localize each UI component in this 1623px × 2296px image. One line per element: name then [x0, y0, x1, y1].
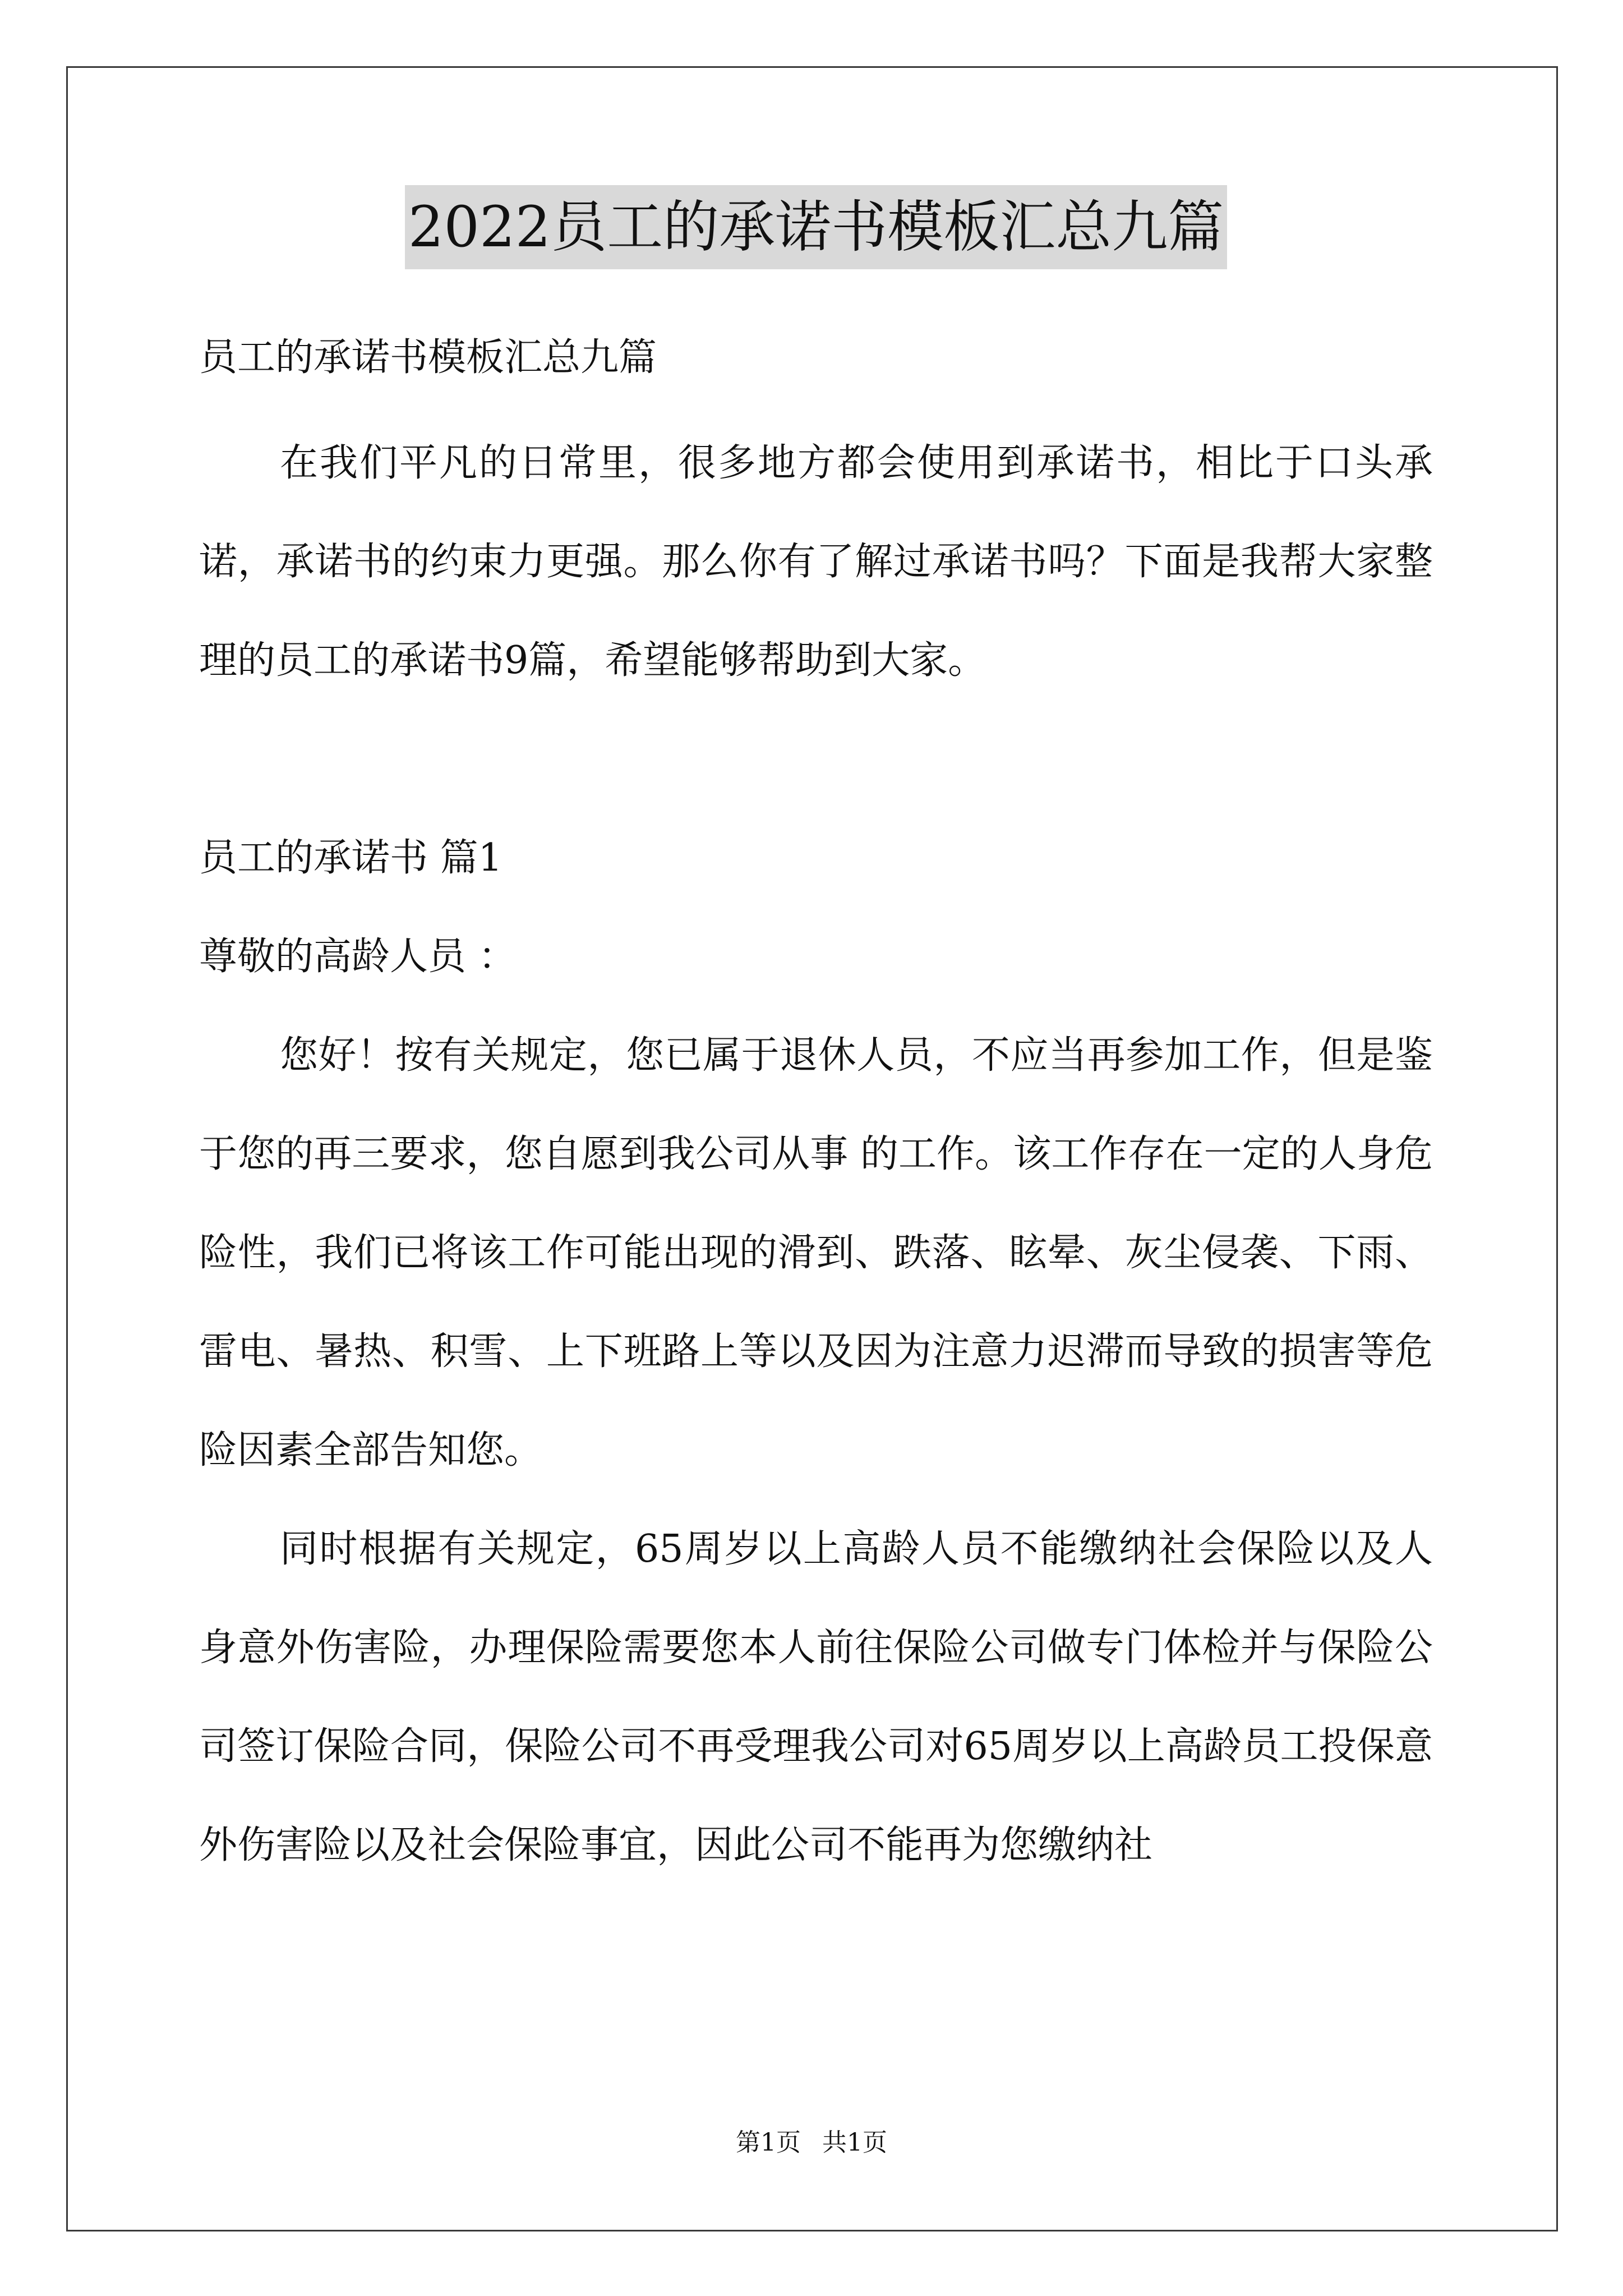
page-total: 共1页: [822, 2128, 887, 2157]
body-paragraph: 您好！按有关规定，您已属于退休人员，不应当再参加工作，但是鉴于您的再三要求，您自愿到我公司从事 的工作。该工作存在一定的人身危险性，我们已将该工作可能出现的滑到、跌落、眩晕、灰尘侵袭、下雨、雷电、暑热、积雪、上下班路上等以及因为注意力迟滞而导致的损害等危险因素全部告知您。: [199, 1033, 1433, 1473]
page-footer: [0, 2126, 1623, 2160]
section-heading: 员工的承诺书 篇1: [199, 836, 502, 880]
page-number: 第1页: [736, 2128, 801, 2157]
page-title: 2022员工的承诺书模板汇总九篇: [405, 185, 1228, 269]
body-paragraph: 同时根据有关规定，65周岁以上高龄人员不能缴纳社会保险以及人身意外伤害险，办理保险需要您本人前往保险公司做专门体检并与保险公司签订保险合同，保险公司不再受理我公司对65周岁以上高龄员工投保意外伤害险以及社会保险事宜，因此公司不能再为您缴纳社: [199, 1527, 1433, 1867]
salutation: 尊敬的高龄人员 ：: [199, 935, 517, 979]
spacer: [199, 710, 1433, 809]
title-container: [199, 185, 1433, 269]
intro-paragraph: 在我们平凡的日常里，很多地方都会使用到承诺书，相比于口头承诺，承诺书的约束力更强。那么你有了解过承诺书吗？下面是我帮大家整理的员工的承诺书9篇，希望能够帮助到大家。: [199, 441, 1433, 683]
document-body: [199, 185, 1433, 1895]
document-subtitle: 员工的承诺书模板汇总九篇: [199, 335, 657, 380]
